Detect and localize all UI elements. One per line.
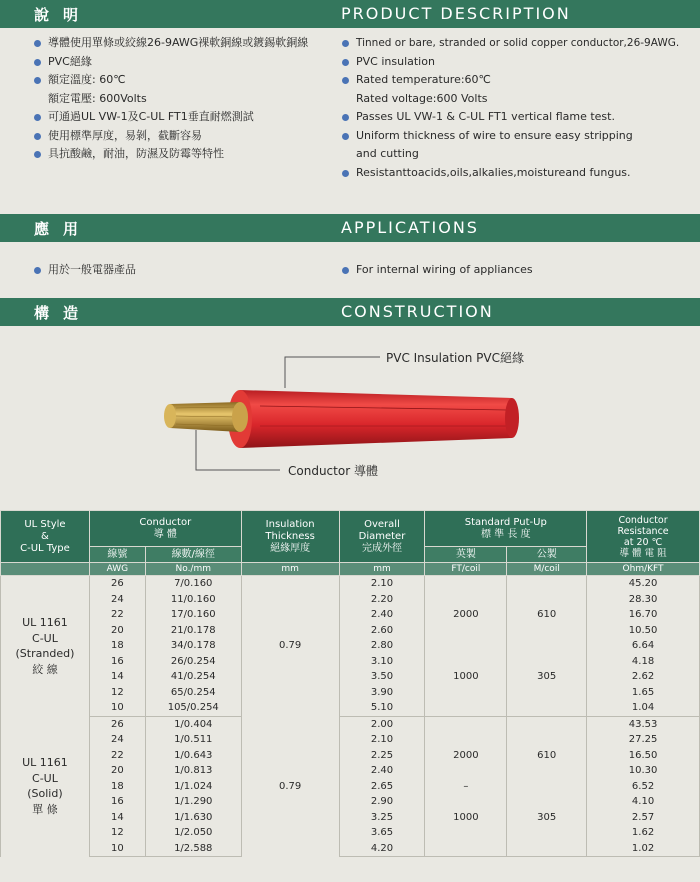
resistance-cell: 16.50 <box>587 748 700 764</box>
putup-m-cell: 305 <box>507 810 587 826</box>
putup-ft-cell <box>425 700 507 716</box>
awg-cell: 16 <box>89 654 145 670</box>
resistance-cell: 2.62 <box>587 669 700 685</box>
strand-cell: 1/1.024 <box>145 779 241 795</box>
putup-ft-cell <box>425 841 507 857</box>
diameter-cell: 2.65 <box>339 779 425 795</box>
putup-ft-cell <box>425 654 507 670</box>
strand-cell: 1/0.404 <box>145 716 241 732</box>
resistance-cell: 4.10 <box>587 794 700 810</box>
resistance-cell: 1.62 <box>587 825 700 841</box>
putup-ft-cell <box>425 638 507 654</box>
bullet-icon <box>342 40 349 47</box>
putup-m-cell: 305 <box>507 669 587 685</box>
list-item: 用於一般電器產品 <box>34 261 136 280</box>
diameter-cell: 2.90 <box>339 794 425 810</box>
putup-m-cell <box>507 576 587 592</box>
putup-ft-cell <box>425 763 507 779</box>
awg-cell: 12 <box>89 685 145 701</box>
style-line: UL 1161 <box>22 756 68 770</box>
putup-m-cell <box>507 638 587 654</box>
list-item: Uniform thickness of wire to ensure easy stripping <box>342 127 679 146</box>
diameter-cell: 3.10 <box>339 654 425 670</box>
awg-cell: 12 <box>89 825 145 841</box>
style-line: 單 條 <box>32 802 58 816</box>
putup-m-cell <box>507 716 587 732</box>
bullet-icon <box>34 267 41 274</box>
bullet-icon <box>34 77 41 84</box>
awg-cell: 10 <box>89 841 145 857</box>
cable-diagram <box>0 326 700 506</box>
putup-m-cell: 610 <box>507 748 587 764</box>
putup-m-cell <box>507 841 587 857</box>
diameter-cell: 2.40 <box>339 763 425 779</box>
unit-insulation: mm <box>241 563 339 576</box>
applications-list-en <box>342 261 533 280</box>
bullet-icon <box>342 114 349 121</box>
diameter-cell: 2.10 <box>339 576 425 592</box>
conductor-strands <box>164 402 248 432</box>
putup-ft-cell <box>425 685 507 701</box>
header-ft-zh: 英製 <box>425 547 507 563</box>
thickness-cell: 0.79 <box>241 716 339 857</box>
strand-cell: 1/2.588 <box>145 841 241 857</box>
list-item: 額定電壓: 600Volts <box>48 91 147 105</box>
putup-m-cell <box>507 685 587 701</box>
awg-cell: 24 <box>89 592 145 608</box>
header-resistance: Conductor Resistance at 20 ℃ 導 體 電 阻 <box>587 511 700 563</box>
bullet-icon <box>34 40 41 47</box>
bullet-icon <box>34 133 41 140</box>
unit-style <box>1 563 90 576</box>
table-row <box>1 841 700 857</box>
list-item: 使用標準厚度，易剝，截斷容易 <box>34 127 308 146</box>
style-line: UL 1161 <box>22 616 68 629</box>
diameter-cell: 3.50 <box>339 669 425 685</box>
table-row <box>1 700 700 716</box>
resistance-cell: 4.18 <box>587 654 700 670</box>
diameter-cell: 3.90 <box>339 685 425 701</box>
strand-cell: 41/0.254 <box>145 669 241 685</box>
table-row <box>1 592 700 608</box>
list-item: Resistanttoacids,oils,alkalies,moistureand fungus. <box>342 164 679 183</box>
table-row <box>1 732 700 748</box>
section-title-en: PRODUCT DESCRIPTION <box>341 4 571 23</box>
insulation-leader-line <box>285 357 380 388</box>
resistance-cell: 6.64 <box>587 638 700 654</box>
diameter-cell: 2.80 <box>339 638 425 654</box>
putup-ft-cell <box>425 825 507 841</box>
table-row <box>1 576 700 592</box>
list-item: For internal wiring of appliances <box>342 261 533 280</box>
bullet-icon <box>34 151 41 158</box>
putup-m-cell: 610 <box>507 607 587 623</box>
putup-ft-cell <box>425 794 507 810</box>
header-conductor: Conductor 導 體 <box>89 511 241 547</box>
putup-ft-cell <box>425 576 507 592</box>
unit-resistance: Ohm/KFT <box>587 563 700 576</box>
putup-m-cell <box>507 654 587 670</box>
putup-m-cell <box>507 732 587 748</box>
putup-m-cell <box>507 825 587 841</box>
style-line: 絞 線 <box>32 662 58 676</box>
section-title-zh: 說明 <box>34 6 93 24</box>
putup-m-cell <box>507 763 587 779</box>
diameter-cell: 2.25 <box>339 748 425 764</box>
header-style: UL Style & C-UL Type <box>1 511 90 563</box>
header-m-zh: 公製 <box>507 547 587 563</box>
awg-cell: 20 <box>89 763 145 779</box>
table-row <box>1 779 700 795</box>
unit-diameter: mm <box>339 563 425 576</box>
header-no-zh: 線數/線徑 <box>145 547 241 563</box>
thickness-cell: 0.79 <box>241 576 339 717</box>
awg-cell: 20 <box>89 623 145 639</box>
awg-cell: 10 <box>89 700 145 716</box>
putup-m-cell <box>507 794 587 810</box>
strand-cell: 65/0.254 <box>145 685 241 701</box>
list-item: 具抗酸鹼，耐油，防濕及防霉等特性 <box>34 145 308 164</box>
table-row <box>1 638 700 654</box>
diameter-cell: 3.65 <box>339 825 425 841</box>
bullet-icon <box>342 59 349 66</box>
header-insulation: Insulation Thickness 絕緣厚度 <box>241 511 339 563</box>
diameter-cell: 5.10 <box>339 700 425 716</box>
bullet-icon <box>34 59 41 66</box>
strand-cell: 1/0.643 <box>145 748 241 764</box>
bullet-icon <box>342 77 349 84</box>
resistance-cell: 1.02 <box>587 841 700 857</box>
spec-table-body <box>1 576 700 857</box>
resistance-cell: 1.65 <box>587 685 700 701</box>
style-cell <box>1 576 90 717</box>
awg-cell: 22 <box>89 748 145 764</box>
strand-cell: 26/0.254 <box>145 654 241 670</box>
diameter-cell: 2.00 <box>339 716 425 732</box>
list-item: Rated temperature:60℃ <box>342 71 679 90</box>
diameter-cell: 2.10 <box>339 732 425 748</box>
putup-ft-cell: 2000 <box>425 607 507 623</box>
spec-table <box>0 510 700 857</box>
unit-awg: AWG <box>89 563 145 576</box>
awg-cell: 26 <box>89 576 145 592</box>
section-title-en: CONSTRUCTION <box>341 302 494 321</box>
resistance-cell: 43.53 <box>587 716 700 732</box>
strand-cell: 17/0.160 <box>145 607 241 623</box>
awg-cell: 14 <box>89 810 145 826</box>
strand-cell: 1/1.290 <box>145 794 241 810</box>
awg-cell: 18 <box>89 638 145 654</box>
list-item: 額定溫度: 60℃ <box>34 71 308 90</box>
section-header-applications <box>0 214 700 242</box>
list-item: Rated voltage:600 Volts <box>356 91 488 105</box>
awg-cell: 24 <box>89 732 145 748</box>
strand-cell: 1/0.511 <box>145 732 241 748</box>
awg-cell: 22 <box>89 607 145 623</box>
putup-ft-cell: 1000 <box>425 669 507 685</box>
resistance-cell: 10.50 <box>587 623 700 639</box>
insulation-sheath <box>228 390 519 448</box>
section-header-construction <box>0 298 700 326</box>
table-row <box>1 623 700 639</box>
resistance-cell: 6.52 <box>587 779 700 795</box>
diameter-cell: 3.25 <box>339 810 425 826</box>
bullet-icon <box>342 133 349 140</box>
putup-ft-cell: 2000 <box>425 748 507 764</box>
list-item: PVC絕緣 <box>34 53 308 72</box>
description-list-zh <box>34 34 308 164</box>
table-row <box>1 607 700 623</box>
table-row <box>1 654 700 670</box>
list-item: 可通過UL VW-1及C-UL FT1垂直耐燃測試 <box>34 108 308 127</box>
awg-cell: 14 <box>89 669 145 685</box>
putup-m-cell <box>507 592 587 608</box>
strand-cell: 1/1.630 <box>145 810 241 826</box>
style-line: C-UL <box>32 771 58 785</box>
table-row <box>1 794 700 810</box>
strand-cell: 21/0.178 <box>145 623 241 639</box>
putup-ft-cell <box>425 623 507 639</box>
awg-cell: 26 <box>89 716 145 732</box>
awg-cell: 18 <box>89 779 145 795</box>
strand-cell: 1/2.050 <box>145 825 241 841</box>
section-header-description <box>0 0 700 28</box>
putup-ft-cell: 1000 <box>425 810 507 826</box>
table-row <box>1 825 700 841</box>
header-putup: Standard Put-Up 標 準 長 度 <box>425 511 587 547</box>
style-cell <box>1 716 90 857</box>
style-line: (Stranded) <box>15 647 75 660</box>
header-awg-zh: 線號 <box>89 547 145 563</box>
section-title-zh: 構造 <box>34 304 93 322</box>
unit-no: No./mm <box>145 563 241 576</box>
unit-m: M/coil <box>507 563 587 576</box>
style-line: (Solid) <box>27 787 63 801</box>
putup-ft-cell: – <box>425 779 507 795</box>
table-row <box>1 810 700 826</box>
resistance-cell: 27.25 <box>587 732 700 748</box>
strand-cell: 7/0.160 <box>145 576 241 592</box>
diameter-cell: 4.20 <box>339 841 425 857</box>
bullet-icon <box>342 170 349 177</box>
strand-cell: 1/0.813 <box>145 763 241 779</box>
resistance-cell: 16.70 <box>587 607 700 623</box>
table-row <box>1 716 700 732</box>
description-list-en <box>342 34 679 182</box>
unit-ft: FT/coil <box>425 563 507 576</box>
resistance-cell: 1.04 <box>587 700 700 716</box>
table-row <box>1 685 700 701</box>
bullet-icon <box>342 267 349 274</box>
putup-m-cell <box>507 700 587 716</box>
header-diameter: Overall Diameter 完成外徑 <box>339 511 425 563</box>
awg-cell: 16 <box>89 794 145 810</box>
table-row <box>1 748 700 764</box>
strand-cell: 34/0.178 <box>145 638 241 654</box>
conductor-label: Conductor 導體 <box>288 464 378 478</box>
list-item: Tinned or bare, stranded or solid copper conductor,26-9AWG. <box>342 34 679 53</box>
list-item: Passes UL VW-1 & C-UL FT1 vertical flame test. <box>342 108 679 127</box>
list-item: and cutting <box>356 147 419 160</box>
resistance-cell: 45.20 <box>587 576 700 592</box>
resistance-cell: 28.30 <box>587 592 700 608</box>
resistance-cell: 2.57 <box>587 810 700 826</box>
strand-cell: 105/0.254 <box>145 700 241 716</box>
list-item: 導體使用單條或絞線26-9AWG裸軟銅線或鍍錫軟銅線 <box>34 34 308 53</box>
putup-ft-cell <box>425 732 507 748</box>
diameter-cell: 2.20 <box>339 592 425 608</box>
table-row <box>1 669 700 685</box>
putup-m-cell <box>507 779 587 795</box>
list-item: PVC insulation <box>342 53 679 72</box>
table-row <box>1 763 700 779</box>
style-line: C-UL <box>32 631 58 645</box>
resistance-cell: 10.30 <box>587 763 700 779</box>
putup-ft-cell <box>425 592 507 608</box>
bullet-icon <box>34 114 41 121</box>
section-title-zh: 應用 <box>34 220 93 238</box>
diameter-cell: 2.60 <box>339 623 425 639</box>
section-title-en: APPLICATIONS <box>341 218 479 237</box>
strand-cell: 11/0.160 <box>145 592 241 608</box>
insulation-label: PVC Insulation PVC絕緣 <box>386 351 524 365</box>
applications-list-zh <box>34 261 136 280</box>
putup-m-cell <box>507 623 587 639</box>
diameter-cell: 2.40 <box>339 607 425 623</box>
putup-ft-cell <box>425 716 507 732</box>
